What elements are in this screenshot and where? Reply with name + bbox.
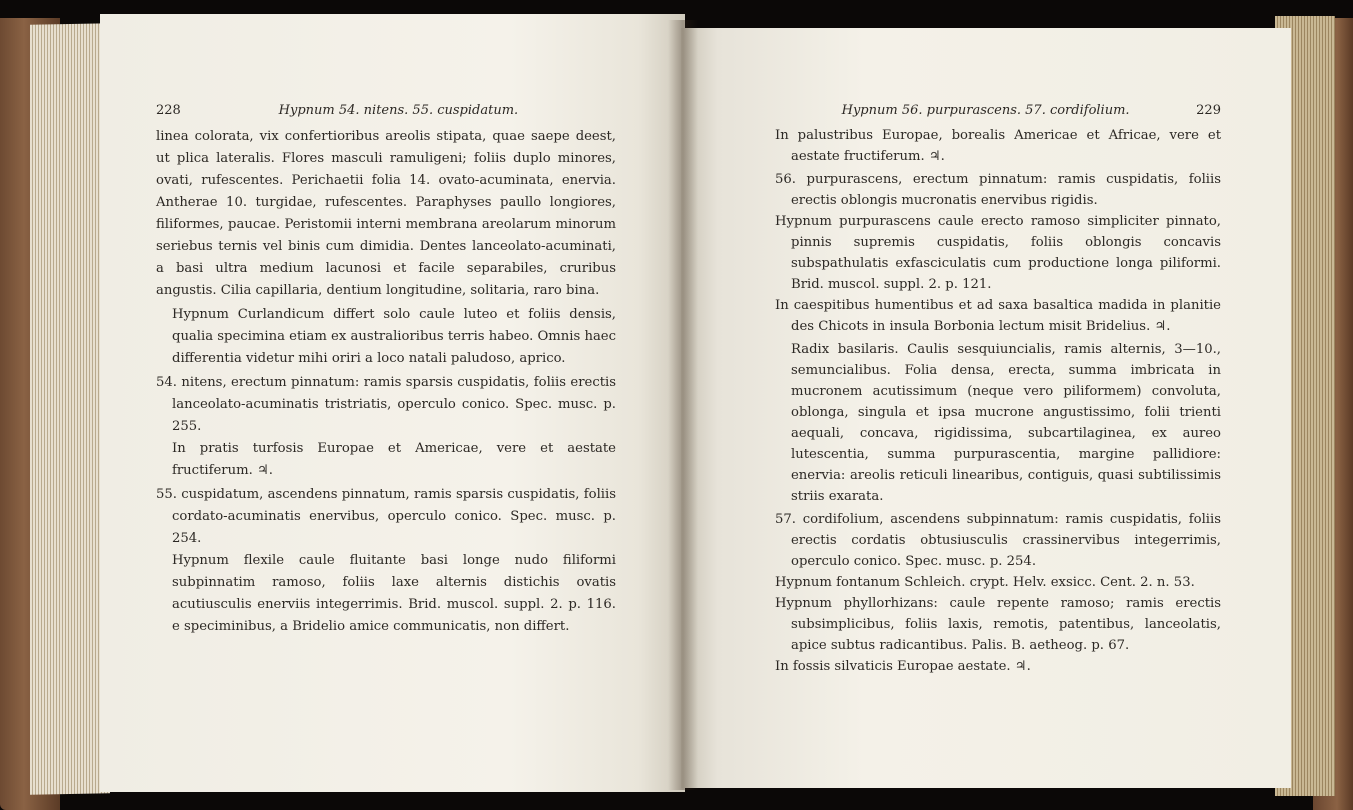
left-header-title: Hypnum 54. nitens. 55. cuspidatum.	[278, 103, 519, 118]
paragraph: Hypnum phyllorhizans: caule repente ramoso; ramis erectis subsimplicibus, foliis laxis, remotis, patentibus, lanceolatis, apice subtus radicantibus. Palis. B. aetheog. p. 67.	[775, 596, 1221, 653]
paragraph: In pratis turfosis Europae et Americae, vere et aestate fructiferum. ♃.	[172, 441, 616, 478]
page-edges-left	[30, 23, 110, 794]
right-header-title: Hypnum 56. purpurascens. 57. cordifolium.	[841, 103, 1130, 118]
paragraph: Hypnum Curlandicum differt solo caule luteo et foliis densis, qualia specimina etiam ex australioribus terris habeo. Omnis haec differentia videtur mihi oriri a loco natali paludoso, aprico.	[172, 307, 616, 366]
species-entry: 57. cordifolium, ascendens subpinnatum: ramis cuspidatis, foliis erectis cordatis obtusiusculis crassinervibus integerrimis, operculo conico. Spec. musc. p. 254.	[775, 512, 1221, 569]
species-entry: 55. cuspidatum, ascendens pinnatum, ramis sparsis cuspidatis, foliis cordato-acuminatis enervibus, operculo conico. Spec. musc. p. 254.	[156, 487, 616, 546]
paragraph: Radix basilaris. Caulis sesquiuncialis, ramis alternis, 3—10., semuncialibus. Folia densa, erecta, summa imbricata in mucronem acutissimum (neque vero piliformem) convoluta, oblonga, singula et ipsa mucrone angustissimo, folii trienti aequali, concava, rigidissima, subcartilaginea, ex aureo lutescentia, summa purpurascentia, margine pallidiore: enervia: areolis reticuli linearibus, contiguis, quasi subtilissimis striis exarata.	[791, 342, 1221, 504]
species-entry: 54. nitens, erectum pinnatum: ramis sparsis cuspidatis, foliis erectis lanceolato-acuminatis tristriatis, operculo conico. Spec. musc. p. 255.	[156, 375, 616, 434]
paragraph: Hypnum fontanum Schleich. crypt. Helv. exsicc. Cent. 2. n. 53.	[775, 575, 1195, 590]
right-running-head	[775, 100, 1221, 121]
species-entry: 56. purpurascens, erectum pinnatum: ramis cuspidatis, foliis erectis oblongis mucronatis enervibus rigidis.	[775, 172, 1221, 208]
left-page-text	[156, 100, 616, 638]
book-gutter	[668, 20, 698, 790]
paragraph: In caespitibus humentibus et ad saxa basaltica madida in planitie des Chicots in insula Borbonia lectum misit Bridelius. ♃.	[775, 298, 1221, 334]
left-page-number: 228	[156, 103, 181, 118]
paragraph: In palustribus Europae, borealis Americae et Africae, vere et aestate fructiferum. ♃.	[775, 128, 1221, 164]
paragraph: Hypnum purpurascens caule erecto ramoso simpliciter pinnato, pinnis supremis cuspidatis, foliis oblongis concavis subspathulatis exfasciculatis cum productione longa piliformi. Brid. muscol. suppl. 2. p. 121.	[775, 214, 1221, 292]
right-page-number: 229	[1196, 103, 1221, 118]
paragraph: In fossis silvaticis Europae aestate. ♃.	[775, 659, 1031, 674]
paragraph: Hypnum flexile caule fluitante basi longe nudo filiformi subpinnatim ramoso, foliis laxe alternis distichis ovatis acutiusculis enerviis integerrimis. Brid. muscol. suppl. 2. p. 116. e speciminibus, a Bridelio amice communicatis, non differt.	[172, 553, 616, 634]
left-running-head	[156, 100, 616, 122]
right-page-text	[775, 100, 1221, 677]
paragraph: linea colorata, vix confertioribus areolis stipata, quae saepe deest, ut plica lateralis. Flores masculi ramuligeni; foliis duplo minores, ovati, rufescentes. Perichaetii folia 14. ovato-acuminata, enervia. Antherae 10. turgidae, rufescentes. Paraphyses paullo longiores, filiformes, paucae. Peristomii interni membrana areolarum minorum seriebus ternis vel binis cum dimidia. Dentes lanceolato-acuminati, a basi ultra medium lacunosi et facile separabiles, cruribus angustis. Cilia capillaria, dentium longitudine, solitaria, raro bina.	[156, 129, 616, 298]
